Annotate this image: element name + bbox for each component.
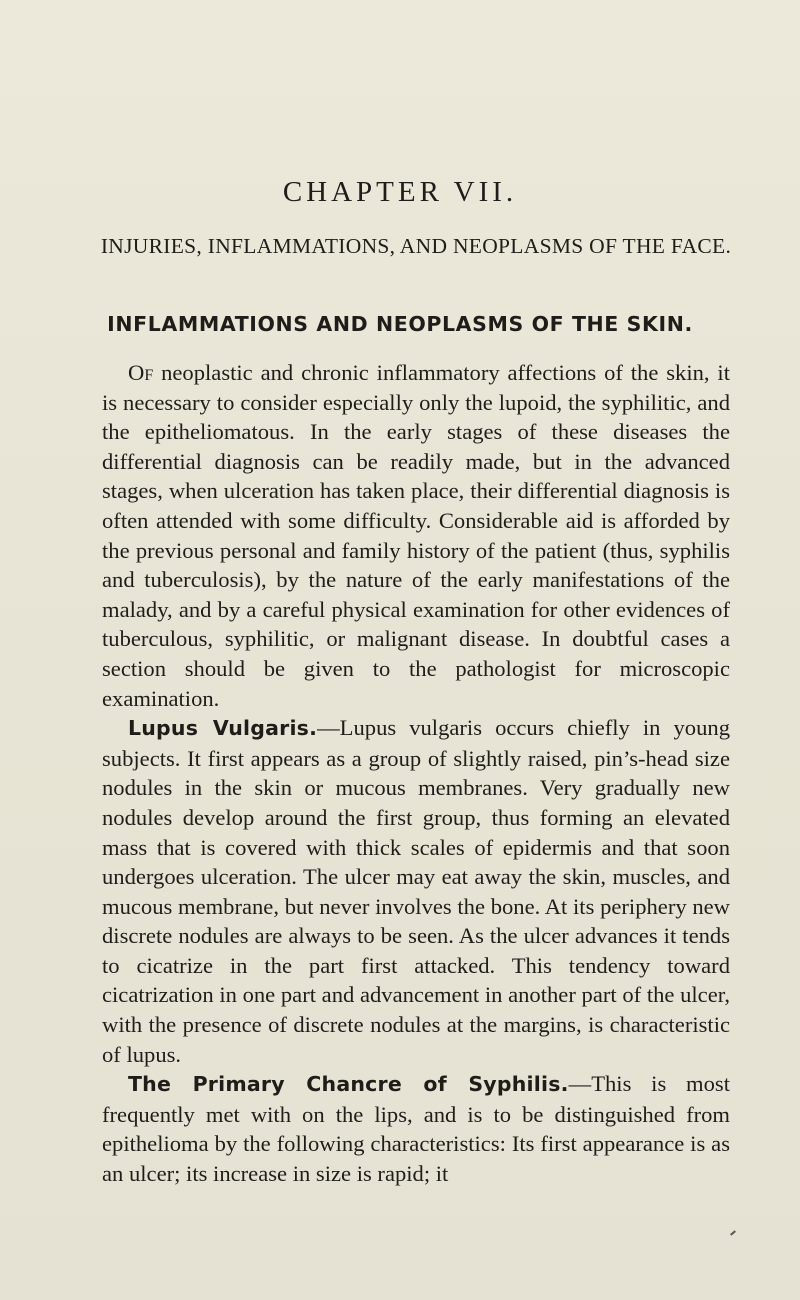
page-edge-mark <box>730 1230 736 1235</box>
paragraph-lupus-vulgaris <box>102 713 730 1069</box>
chapter-heading: CHAPTER VII. <box>282 176 518 208</box>
run-in-heading-primary-chancre: The Primary Chancre of Syphilis. <box>128 1072 569 1097</box>
paragraph-intro-text: neoplastic and chronic inflammatory affections of the skin, it is necessary to consider especially only the lupoid, the syphilitic, and the epitheliomatous. In the early stages of these diseases the differential diagnosis can be readily made, but in the advanced stages, when ulceration has taken place, their differential diagnosis is often attended with some difficulty. Considerable aid is afforded by the previous personal and family history of the patient (thus, syphilis and tuberculosis), by the nature of the early manifestations of the malady, and by a careful physical examination for other evidences of tuberculous, syphilitic, or malignant disease. In doubtful cases a section should be given to the pathologist for microscopic examination. <box>102 360 730 711</box>
paragraph-intro <box>102 358 730 713</box>
run-in-heading-lupus-vulgaris: Lupus Vulgaris. <box>128 716 318 741</box>
section-heading: INFLAMMATIONS AND NEOPLASMS OF THE SKIN. <box>107 312 693 336</box>
chapter-subtitle: INJURIES, INFLAMMATIONS, AND NEOPLASMS OF THE FACE. <box>100 234 732 258</box>
paragraph-primary-chancre <box>102 1069 730 1188</box>
paragraph-primary-chancre-text: —This is most frequently met with on the lips, and is to be distinguished from epithelioma by the following characteristics: Its first appearance is as an ulcer; its increase in size is rapid; it <box>102 1071 730 1187</box>
paragraph-lupus-vulgaris-text: —Lupus vulgaris occurs chiefly in young subjects. It first appears as a group of slightly raised, pin’s-head size nodules in the skin or mucous membranes. Very gradually new nodules develop around the first group, thus forming an elevated mass that is covered with thick scales of epidermis and that soon undergoes ulceration. The ulcer may eat away the skin, muscles, and mucous membrane, but never involves the bone. At its periphery new discrete nodules are always to be seen. As the ulcer advances it tends to cicatrize in the part first attacked. This tendency toward cicatrization in one part and advancement in another part of the ulcer, with the presence of discrete nodules at the margins, is characteristic of lupus. <box>102 715 730 1067</box>
body-text <box>102 358 730 1189</box>
lead-word: Of <box>128 360 154 385</box>
